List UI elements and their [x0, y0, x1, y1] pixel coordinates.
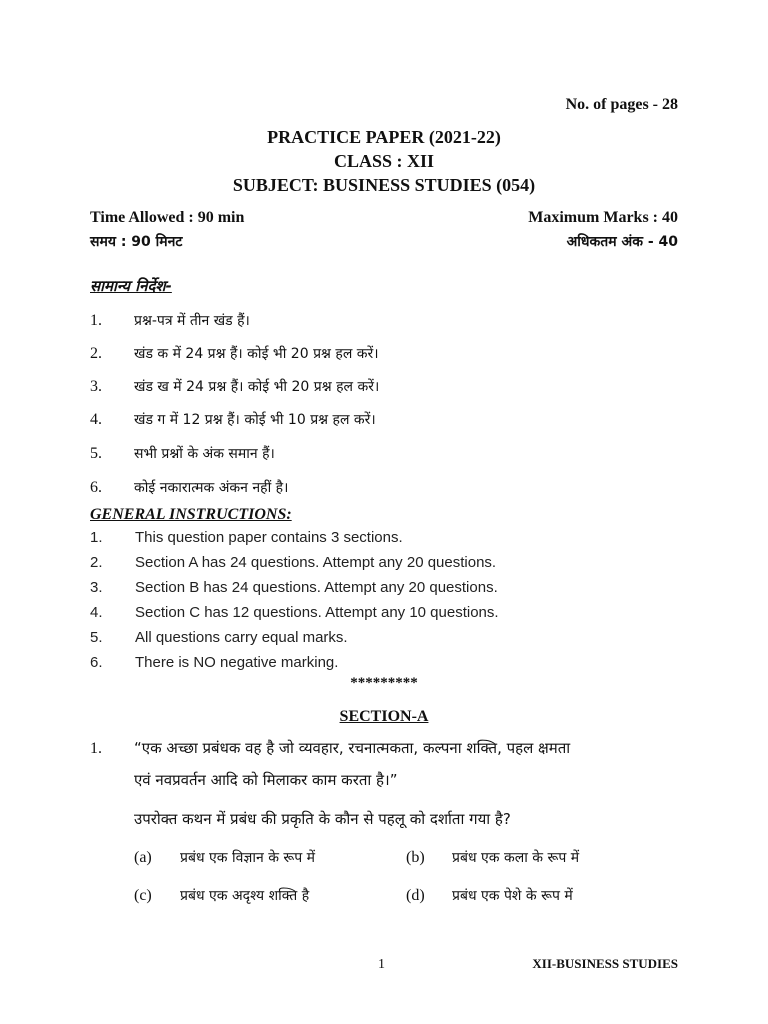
question-text-line-2: एवं नवप्रवर्तन आदि को मिलाकर काम करता है।”	[134, 771, 398, 789]
item-number: 6.	[90, 479, 102, 496]
item-number: 4.	[90, 604, 103, 621]
item-number: 1.	[90, 529, 103, 546]
item-text: सभी प्रश्नों के अंक समान हैं।	[134, 446, 275, 462]
item-number: 2.	[90, 345, 102, 362]
hindi-instruction-item	[90, 478, 288, 497]
item-number: 3.	[90, 378, 102, 395]
general-instruction-item	[90, 579, 498, 596]
item-text: कोई नकारात्मक अंकन नहीं है।	[134, 480, 289, 496]
hindi-instructions-heading: सामान्य निर्देश-	[90, 277, 172, 295]
hindi-instruction-item	[90, 444, 275, 463]
time-allowed-hindi: समय : 90 मिनट	[90, 234, 183, 250]
general-instruction-item	[90, 629, 348, 646]
option-text: प्रबंध एक विज्ञान के रूप में	[180, 850, 316, 866]
item-text: There is NO negative marking.	[135, 654, 339, 671]
option-d	[406, 886, 573, 905]
item-text: Section A has 24 questions. Attempt any 20 questions.	[135, 554, 497, 571]
subject-title: SUBJECT: BUSINESS STUDIES (054)	[232, 175, 536, 195]
general-instructions-heading: GENERAL INSTRUCTIONS:	[90, 506, 292, 523]
item-number: 2.	[90, 554, 103, 571]
option-a	[134, 848, 315, 867]
general-instruction-item	[90, 554, 496, 571]
footer-page-number: 1	[378, 957, 385, 972]
general-instruction-item	[90, 604, 499, 621]
item-number: 3.	[90, 579, 103, 596]
general-instruction-item	[90, 654, 338, 671]
question-number: 1.	[90, 740, 102, 757]
separator-stars: *********	[350, 675, 418, 691]
item-text: खंड ख में 24 प्रश्न हैं। कोई भी 20 प्रश्न हल करें।	[134, 379, 380, 395]
maximum-marks-hindi: अधिकतम अंक - 40	[566, 234, 678, 250]
item-text: खंड ग में 12 प्रश्न हैं। कोई भी 10 प्रश्न हल करें।	[134, 412, 376, 428]
item-text: Section C has 12 questions. Attempt any 10 questions.	[135, 604, 499, 621]
footer-subject: XII-BUSINESS STUDIES	[532, 956, 678, 971]
time-allowed: Time Allowed : 90 min	[90, 209, 245, 226]
option-b	[406, 848, 579, 867]
item-number: 6.	[90, 654, 103, 671]
item-text: खंड क में 24 प्रश्न हैं। कोई भी 20 प्रश्न हल करें।	[134, 346, 379, 362]
section-heading: SECTION-A	[339, 708, 429, 725]
hindi-instruction-item	[90, 410, 376, 429]
item-number: 5.	[90, 629, 103, 646]
option-text: प्रबंध एक पेशे के रूप में	[452, 888, 573, 904]
option-label: (b)	[406, 849, 425, 866]
maximum-marks: Maximum Marks : 40	[528, 209, 678, 226]
item-text: Section B has 24 questions. Attempt any 20 questions.	[135, 579, 498, 596]
item-number: 1.	[90, 312, 102, 329]
option-c	[134, 886, 309, 905]
option-label: (c)	[134, 887, 152, 904]
item-text: This question paper contains 3 sections.	[135, 529, 403, 546]
item-text: All questions carry equal marks.	[135, 629, 348, 646]
item-text: प्रश्न-पत्र में तीन खंड हैं।	[134, 313, 250, 329]
hindi-instruction-item	[90, 344, 379, 363]
option-label: (d)	[406, 887, 425, 904]
hindi-instruction-item	[90, 377, 379, 396]
question-text-line-1: “एक अच्छा प्रबंधक वह है जो व्यवहार, रचनात्मकता, कल्पना शक्ति, पहल क्षमता	[134, 739, 571, 757]
option-text: प्रबंध एक कला के रूप में	[452, 850, 580, 866]
page-count: No. of pages - 28	[565, 96, 678, 113]
item-number: 5.	[90, 445, 102, 462]
paper-title: PRACTICE PAPER (2021-22)	[267, 127, 501, 147]
option-text: प्रबंध एक अदृश्य शक्ति है	[180, 888, 310, 904]
question-prompt: उपरोक्त कथन में प्रबंध की प्रकृति के कौन से पहलू को दर्शाता गया है?	[134, 810, 511, 828]
hindi-instruction-item	[90, 311, 250, 330]
item-number: 4.	[90, 411, 102, 428]
general-instruction-item	[90, 529, 403, 546]
option-label: (a)	[134, 849, 152, 866]
class-title: CLASS : XII	[333, 151, 435, 171]
